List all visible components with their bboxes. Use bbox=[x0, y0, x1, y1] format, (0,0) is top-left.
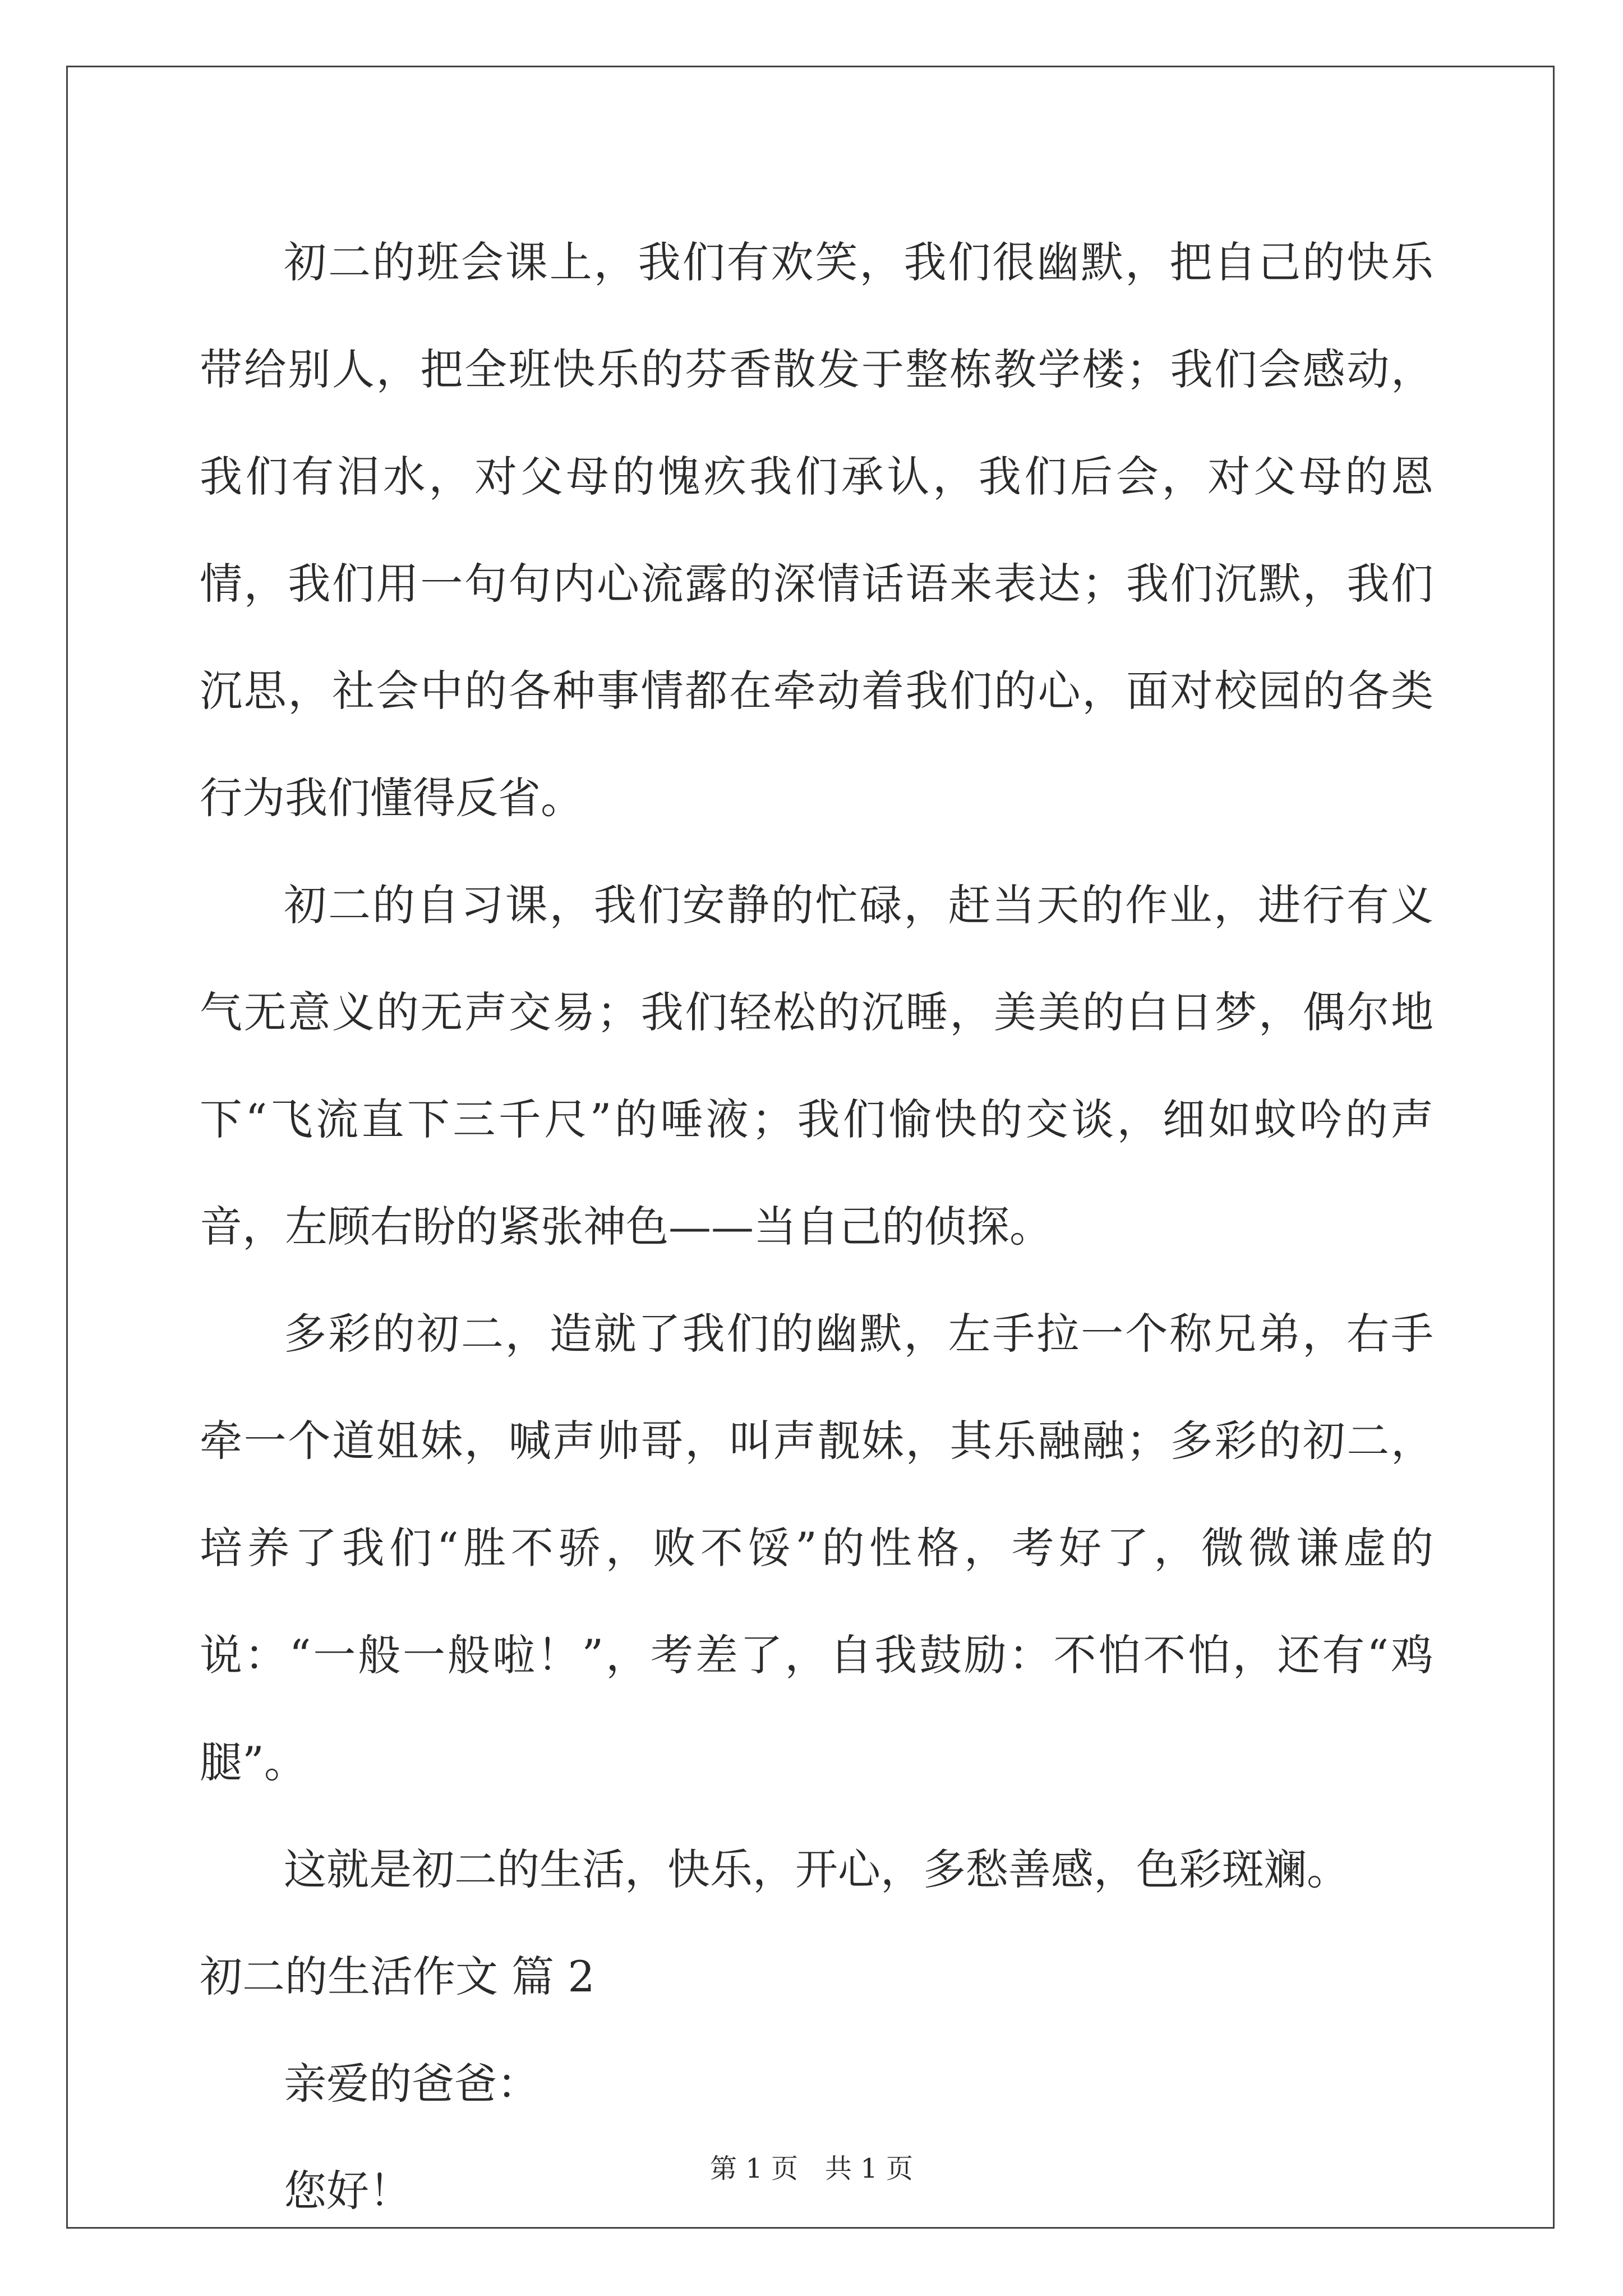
paragraph-summary: 这就是初二的生活，快乐，开心，多愁善感，色彩斑斓。 bbox=[284, 1844, 1349, 1894]
paragraph-self-study: 初二的自习课，我们安静的忙碌，赶当天的作业，进行有义气无意义的无声交易；我们轻松的沉睡，美美的白日梦，偶尔地下“飞流直下三千尺”的唾液；我们愉快的交谈，细如蚊吟的声音，左顾右盼的紧张神色——当自己的侦探。 bbox=[200, 880, 1433, 1251]
paragraph-class-meeting: 初二的班会课上，我们有欢笑，我们很幽默，把自己的快乐带给别人，把全班快乐的芬香散发于整栋教学楼；我们会感动，我们有泪水，对父母的愧疚我们承认，我们后会，对父母的恩情，我们用一句句内心流露的深情话语来表达；我们沉默，我们沉思，社会中的各种事情都在牵动着我们的心，面对校园的各类行为我们懂得反省。 bbox=[200, 237, 1433, 823]
document-body bbox=[200, 209, 1433, 2244]
section-heading: 初二的生活作文 篇 2 bbox=[200, 1952, 595, 2001]
letter-salutation: 亲爱的爸爸： bbox=[284, 2059, 540, 2109]
letter-greeting: 您好！ bbox=[284, 2166, 412, 2216]
paragraph-colorful-grade: 多彩的初二，造就了我们的幽默，左手拉一个称兄弟，右手牵一个道姐妹，喊声帅哥，叫声靓妹，其乐融融；多彩的初二，培养了我们“胜不骄，败不馁”的性格，考好了，微微谦虚的说：“一般一般啦！”，考差了，自我鼓励：不怕不怕，还有“鸡腿”。 bbox=[200, 1309, 1433, 1787]
page-number-footer: 第 1 页 共 1 页 bbox=[709, 2153, 914, 2184]
